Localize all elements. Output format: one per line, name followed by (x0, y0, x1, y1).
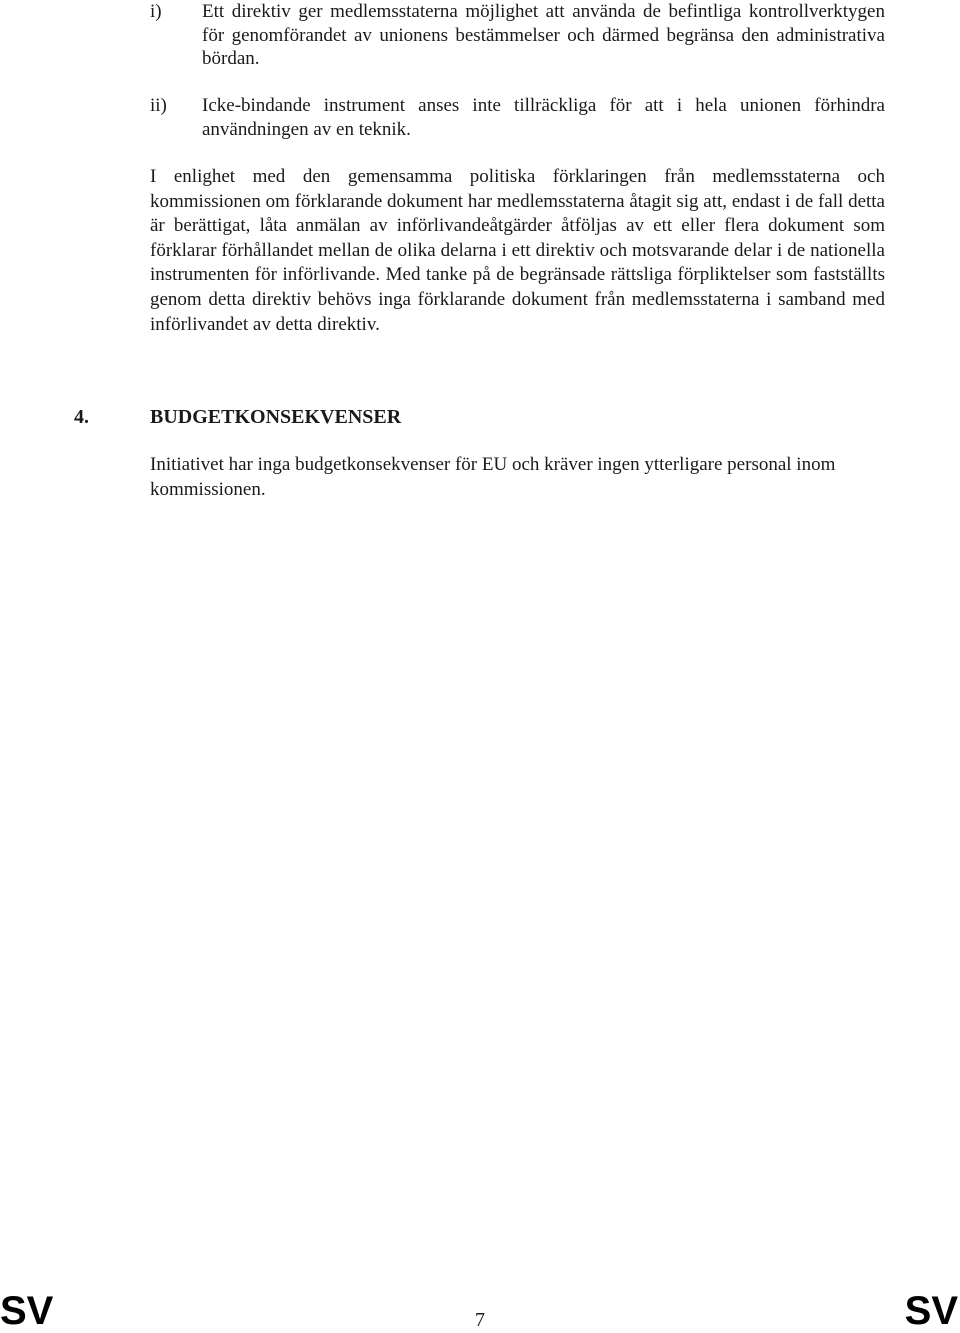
budget-paragraph: Initiativet har inga budgetkonsekvenser för EU och kräver ingen ytterligare personal inom kommissionen. (150, 454, 836, 500)
page-number: 7 (475, 1309, 485, 1331)
explanatory-documents-paragraph: I enlighet med den gemensamma politiska förklaringen från medlemsstaterna och kommissionen om förklarande dokument har medlemsstaterna åtagit sig att, endast i de fall detta är berättigat, låta anmälan av införlivandeåtgärder åtföljas av ett eller flera dokument som förklarar förhållandet mellan de olika delarna i ett direktiv och motsvarande delar i de nationella instrumenten för införlivande. Med tanke på de begränsade rättsliga förpliktelser som fastställts genom detta direktiv behövs inga förklarande dokument från medlemsstaterna i samband med införlivandet av detta direktiv. (150, 166, 885, 335)
list-marker: ii) (150, 95, 167, 116)
footer-language-right: SV (904, 1289, 958, 1333)
list-marker: i) (150, 1, 162, 22)
section-title: BUDGETKONSEKVENSER (150, 406, 402, 428)
footer-language-left: SV (0, 1289, 54, 1333)
list-item-text: Ett direktiv ger medlemsstaterna möjlighet att använda de befintliga kontrollverktygen för genomförandet av unionens bestämmelser och därmed begränsa den administrativa bördan. (202, 1, 885, 69)
list-item-text: Icke-bindande instrument anses inte tillräckliga för att i hela unionen förhindra användningen av en teknik. (202, 95, 885, 140)
section-number: 4. (74, 406, 89, 428)
list-item (150, 0, 885, 71)
list-item (150, 94, 885, 141)
